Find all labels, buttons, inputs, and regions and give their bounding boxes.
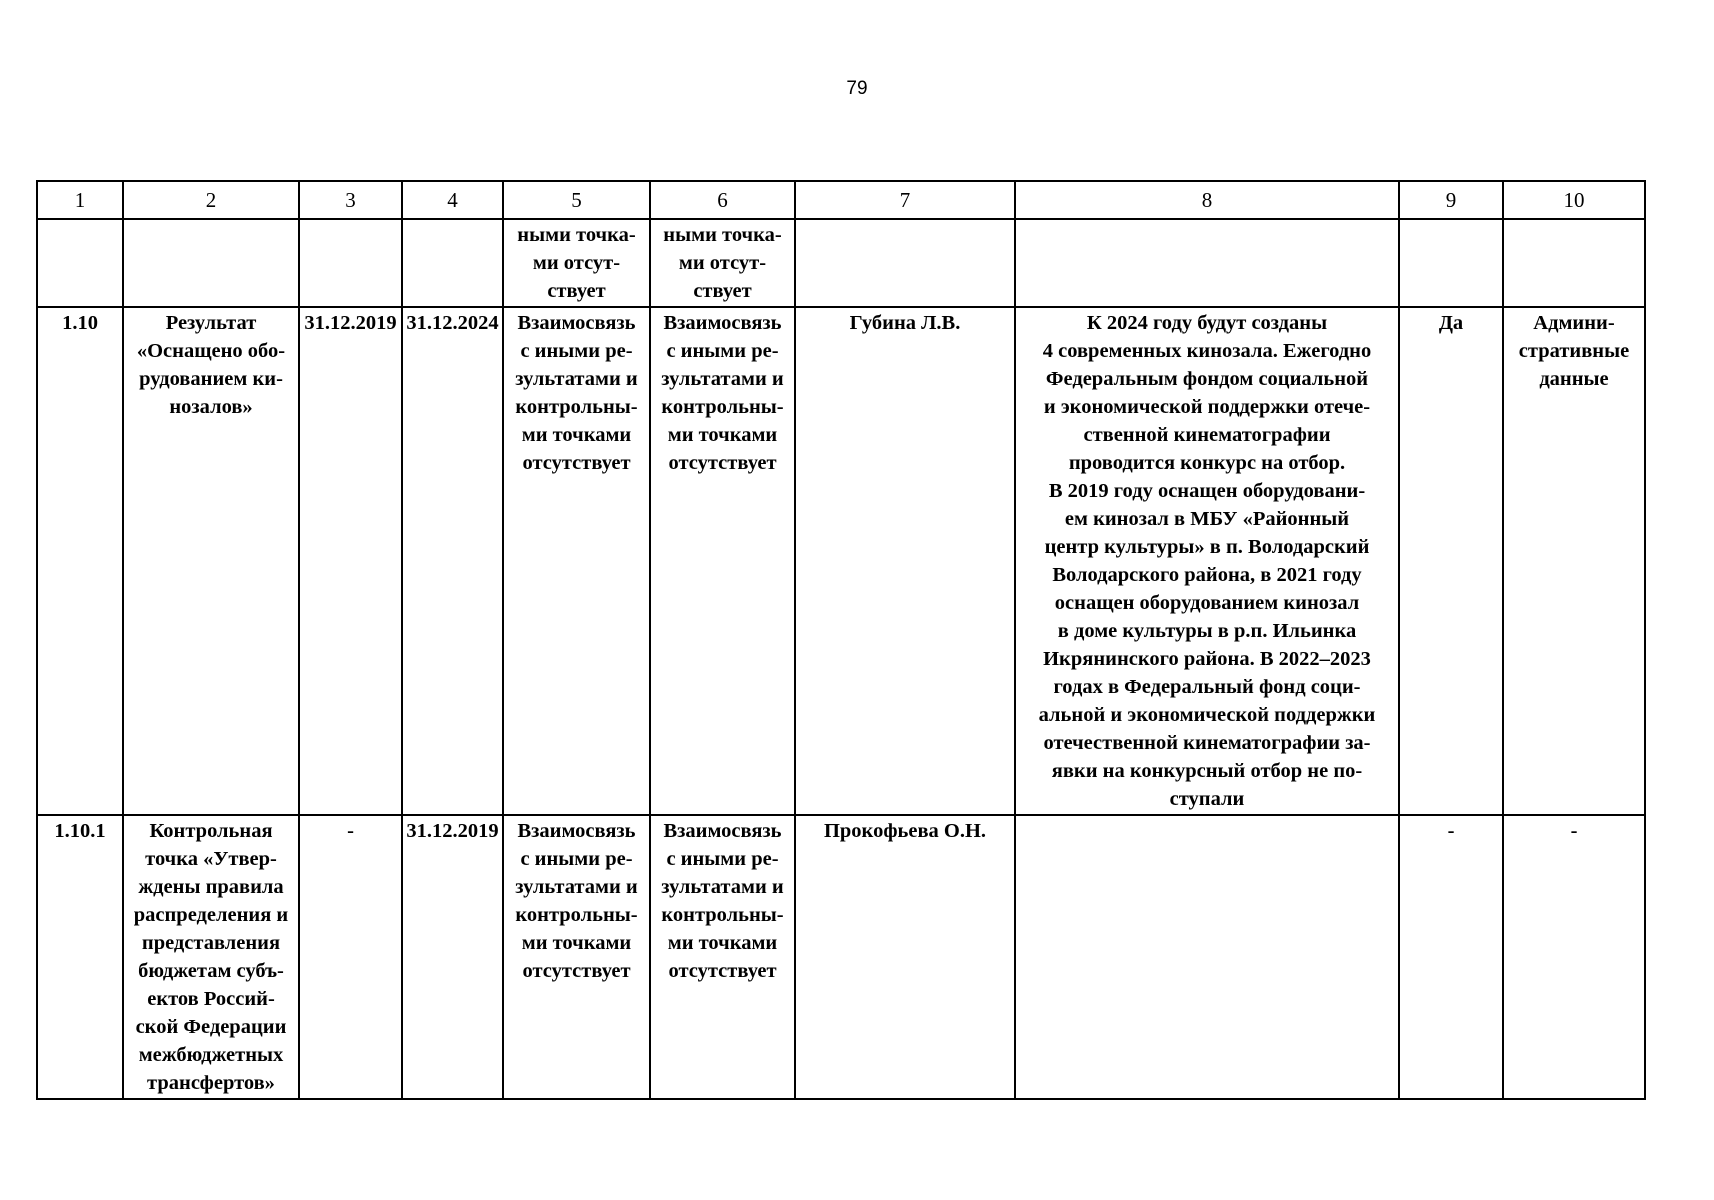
header-cell-9: 9 — [1399, 181, 1503, 219]
cell-empty — [795, 219, 1015, 307]
page-number: 79 — [846, 78, 868, 99]
end-date: 31.12.2024 — [402, 307, 503, 815]
header-cell-1: 1 — [37, 181, 123, 219]
start-date: 31.12.2019 — [299, 307, 402, 815]
header-cell-8: 8 — [1015, 181, 1399, 219]
header-cell-3: 3 — [299, 181, 402, 219]
header-cell-5: 5 — [503, 181, 650, 219]
continuation-row — [37, 219, 1645, 307]
result-description: К 2024 году будут созданы 4 современных кинозала. Ежегодно Федеральным фондом социальной и экономической поддержки отече- ственной кинематографии проводится конкурс на отбор. В 2019 году оснащен оборудовани- ем кинозал в МБУ «Районный центр культуры» в п. Володарский Володарского района, в 2021 году оснащен оборудованием кинозал в доме культуры в р.п. Ильинка Икрянинского района. В 2022–2023 годах в Федеральный фонд соци- альной и экономической поддержки отечественной кинематографии за- явки на конкурсный отбор не по- ступали — [1015, 307, 1399, 815]
achieved-flag: Да — [1399, 307, 1503, 815]
row-number: 1.10 — [37, 307, 123, 815]
row-number: 1.10.1 — [37, 815, 123, 1099]
links-prior: Взаимосвязь с иными ре- зультатами и контрольны- ми точками отсутствует — [503, 307, 650, 815]
table-row-1-10-1 — [37, 815, 1645, 1099]
continuation-links-6: ными точка- ми отсут- ствует — [650, 219, 795, 307]
start-date: - — [299, 815, 402, 1099]
cell-empty — [402, 219, 503, 307]
links-next: Взаимосвязь с иными ре- зультатами и контрольны- ми точками отсутствует — [650, 815, 795, 1099]
data-source: Админи- стративные данные — [1503, 307, 1645, 815]
header-cell-10: 10 — [1503, 181, 1645, 219]
header-row — [37, 181, 1645, 219]
end-date: 31.12.2019 — [402, 815, 503, 1099]
header-cell-6: 6 — [650, 181, 795, 219]
checkpoint-description — [1015, 815, 1399, 1099]
links-next: Взаимосвязь с иными ре- зультатами и контрольны- ми точками отсутствует — [650, 307, 795, 815]
continuation-links-5: ными точка- ми отсут- ствует — [503, 219, 650, 307]
responsible-person: Прокофьева О.Н. — [795, 815, 1015, 1099]
cell-empty — [299, 219, 402, 307]
cell-empty — [1503, 219, 1645, 307]
cell-empty — [37, 219, 123, 307]
links-prior: Взаимосвязь с иными ре- зультатами и контрольны- ми точками отсутствует — [503, 815, 650, 1099]
achieved-flag: - — [1399, 815, 1503, 1099]
checkpoint-name: Контрольная точка «Утвер- ждены правила распределения и представления бюджетам субъ- ектов Россий- ской Федерации межбюджетных трансфертов» — [123, 815, 299, 1099]
cell-empty — [1399, 219, 1503, 307]
responsible-person: Губина Л.В. — [795, 307, 1015, 815]
data-source: - — [1503, 815, 1645, 1099]
table-row-1-10 — [37, 307, 1645, 815]
results-table — [36, 180, 1646, 1100]
header-cell-7: 7 — [795, 181, 1015, 219]
cell-empty — [1015, 219, 1399, 307]
header-cell-2: 2 — [123, 181, 299, 219]
header-cell-4: 4 — [402, 181, 503, 219]
result-name: Результат «Оснащено обо- рудованием ки- нозалов» — [123, 307, 299, 815]
cell-empty — [123, 219, 299, 307]
